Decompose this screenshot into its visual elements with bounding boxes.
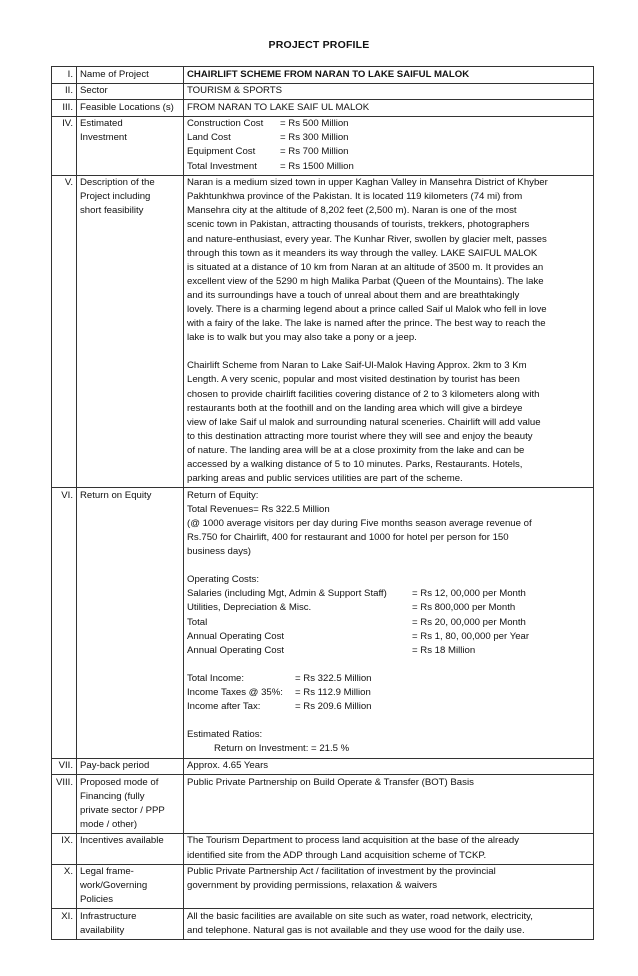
label-line: work/Governing bbox=[80, 880, 148, 892]
text-line: through this town as it meanders its way through the valley. LAKE SAIFUL MALOK bbox=[187, 247, 538, 259]
item-value: = Rs 300 Million bbox=[280, 132, 349, 144]
row-value: Approx. 4.65 Years bbox=[184, 758, 594, 775]
income-item bbox=[187, 700, 590, 714]
table-row bbox=[52, 864, 594, 909]
project-name: CHAIRLIFT SCHEME FROM NARAN TO LAKE SAIFUL MALOK bbox=[187, 68, 470, 80]
paragraph-gap bbox=[187, 345, 590, 359]
investment-list bbox=[184, 116, 594, 175]
return-on-investment: Return on Investment: = 21.5 % bbox=[214, 743, 350, 755]
row-number: VIII. bbox=[52, 775, 77, 834]
row-label bbox=[77, 864, 184, 909]
text-line: The Tourism Department to process land acquisition at the base of the already bbox=[187, 835, 520, 847]
item-value: = Rs 700 Million bbox=[280, 146, 349, 158]
item-value: = Rs 1, 80, 00,000 per Year bbox=[412, 630, 530, 642]
investment-item bbox=[187, 160, 590, 174]
text-line: Chairlift Scheme from Naran to Lake Saif-Ul-Malok Having Approx. 2km to 3 Km bbox=[187, 360, 527, 372]
label-line: Project including bbox=[80, 191, 151, 203]
project-description bbox=[184, 175, 594, 488]
row-number: III. bbox=[52, 100, 77, 117]
label-line: Policies bbox=[80, 894, 114, 906]
income-item bbox=[187, 686, 590, 700]
text-line: lake is to walk but you may also take a pony or a jeep. bbox=[187, 332, 417, 344]
row-label bbox=[77, 175, 184, 488]
label-line: Description of the bbox=[80, 177, 155, 189]
text-line: to this destination attracting more tourist where they will see and enjoy the beauty bbox=[187, 430, 533, 442]
item-key: Equipment Cost bbox=[187, 146, 256, 158]
item-key: Annual Operating Cost bbox=[187, 630, 285, 642]
label-line: Financing (fully bbox=[80, 790, 145, 802]
label-line: Investment bbox=[80, 132, 127, 144]
text-line: All the basic facilities are available on site such as water, road network, electricity, bbox=[187, 910, 533, 922]
table-row bbox=[52, 175, 594, 488]
table-row bbox=[52, 833, 594, 864]
item-value: = Rs 20, 00,000 per Month bbox=[412, 616, 526, 628]
text-line: restaurants both at the foothill and on the landing area which will give a birdeye bbox=[187, 402, 523, 414]
item-value: = Rs 112.9 Million bbox=[295, 687, 371, 699]
text-line: accessed by a walking distance of 5 to 10 minutes. Parks, Restaurants. Hotels, bbox=[187, 459, 523, 471]
item-value: = Rs 12, 00,000 per Month bbox=[412, 588, 526, 600]
row-number: IV. bbox=[52, 116, 77, 175]
text-line: Naran is a medium sized town in upper Kaghan Valley in Mansehra District of Khyber bbox=[187, 177, 548, 189]
label-line: Legal frame- bbox=[80, 866, 134, 878]
row-number: X. bbox=[52, 864, 77, 909]
cost-item bbox=[187, 644, 590, 658]
text-line: and its surroundings have a touch of unreal about them and are breathtakingly bbox=[187, 289, 520, 301]
return-on-equity bbox=[184, 488, 594, 758]
row-label bbox=[77, 116, 184, 175]
operating-costs-title: Operating Costs: bbox=[187, 574, 259, 586]
row-number: XI. bbox=[52, 909, 77, 940]
row-value: TOURISM & SPORTS bbox=[184, 83, 594, 100]
text-line: of nature. The landing area will be at a close proximity from the lake and can be bbox=[187, 444, 525, 456]
text-line: Public Private Partnership Act / facilitation of investment by the provincial bbox=[187, 866, 496, 878]
row-label: Sector bbox=[77, 83, 184, 100]
item-value: = Rs 18 Million bbox=[412, 644, 476, 656]
row-value: Public Private Partnership on Build Operate & Transfer (BOT) Basis bbox=[184, 775, 594, 834]
table-row bbox=[52, 83, 594, 100]
item-key: Income Taxes @ 35%: bbox=[187, 687, 283, 699]
row-number: V. bbox=[52, 175, 77, 488]
text-line: Mansehra city at the altitude of 8,202 feet (2,500 m). Naran is one of the most bbox=[187, 205, 517, 217]
text-line: (@ 1000 average visitors per day during Five months season average revenue of bbox=[187, 517, 532, 529]
item-key: Total Income: bbox=[187, 672, 245, 684]
label-line: Proposed mode of bbox=[80, 776, 159, 788]
item-key: Land Cost bbox=[187, 132, 231, 144]
cost-item bbox=[187, 630, 590, 644]
item-key: Construction Cost bbox=[187, 118, 264, 130]
row-value: FROM NARAN TO LAKE SAIF UL MALOK bbox=[184, 100, 594, 117]
item-key: Income after Tax: bbox=[187, 701, 261, 713]
cost-item bbox=[187, 616, 590, 630]
text-line: Rs.750 for Chairlift, 400 for restaurant and 1000 for hotel per person for 150 bbox=[187, 532, 509, 543]
item-value: = Rs 209.6 Million bbox=[295, 701, 372, 713]
table-row bbox=[52, 775, 594, 834]
text-line: view of lake Saif ul malok and surrounding natural sceneries. Chairlift will add value bbox=[187, 416, 541, 428]
text-line: identified site from the ADP through Land acquisition scheme of TCKP. bbox=[187, 849, 487, 861]
text-line: lovely. There is a charming legend about a prince called Saif ul Malok who fell in love bbox=[187, 304, 547, 315]
text-line: Pakhtunkhwa province of the Pakistan. It is located 119 kilometers (74 mi) from bbox=[187, 191, 523, 203]
row-number: IX. bbox=[52, 833, 77, 864]
item-key: Total Investment bbox=[187, 160, 257, 172]
row-label: Incentives available bbox=[77, 833, 184, 864]
text-line: chosen to provide chairlift facilities covering distance of 2 to 3 kilometers along with bbox=[187, 388, 540, 400]
label-line: Infrastructure bbox=[80, 910, 137, 922]
label-line: Estimated bbox=[80, 118, 123, 130]
row-value bbox=[184, 864, 594, 909]
label-line: short feasibility bbox=[80, 205, 144, 217]
item-key: Salaries (including Mgt, Admin & Support Staff) bbox=[187, 588, 387, 600]
text-line: Total Revenues= Rs 322.5 Million bbox=[187, 503, 330, 515]
item-key: Annual Operating Cost bbox=[187, 644, 285, 656]
text-line: Return of Equity: bbox=[187, 489, 259, 501]
page-title: PROJECT PROFILE bbox=[268, 39, 370, 51]
row-label: Feasible Locations (s) bbox=[77, 100, 184, 117]
text-line: excellent view of the 5290 m high Malika Parbat (Queen of the Mountains). The lake bbox=[187, 275, 544, 287]
text-line: Length. A very scenic, popular and most visited destination by tourist has been bbox=[187, 374, 520, 386]
row-label: Return on Equity bbox=[77, 488, 184, 758]
label-line: private sector / PPP bbox=[80, 804, 165, 816]
investment-item bbox=[187, 117, 590, 131]
row-label: Name of Project bbox=[77, 67, 184, 84]
table-row bbox=[52, 488, 594, 758]
row-number: II. bbox=[52, 83, 77, 100]
project-profile-table bbox=[51, 66, 594, 940]
table-row bbox=[52, 116, 594, 175]
row-value bbox=[184, 909, 594, 940]
text-line: parking areas and public services utilities are part of the scheme. bbox=[187, 473, 463, 485]
row-value bbox=[184, 833, 594, 864]
text-line: business days) bbox=[187, 546, 251, 558]
ratios-title: Estimated Ratios: bbox=[187, 729, 263, 741]
item-value: = Rs 800,000 per Month bbox=[412, 602, 516, 614]
cost-item bbox=[187, 587, 590, 601]
label-line: availability bbox=[80, 925, 125, 937]
label-line: mode / other) bbox=[80, 818, 138, 830]
text-line: and nature-enthusiast, every year. The Kunhar River, swollen by glacier melt, passes bbox=[187, 233, 547, 245]
text-line: scenic town in Pakistan, attracting thousands of tourists, trekkers, photographers bbox=[187, 219, 530, 231]
text-line: government by providing permissions, relaxation & waivers bbox=[187, 880, 438, 892]
income-item bbox=[187, 672, 590, 686]
row-label bbox=[77, 775, 184, 834]
table-row bbox=[52, 909, 594, 940]
item-value: = Rs 500 Million bbox=[280, 118, 349, 130]
text-line: and telephone. Natural gas is not available and they use wood for the daily use. bbox=[187, 925, 525, 937]
paragraph-gap bbox=[187, 658, 590, 672]
item-key: Total bbox=[187, 616, 208, 628]
row-number: VI. bbox=[52, 488, 77, 758]
investment-item bbox=[187, 145, 590, 159]
row-number: I. bbox=[52, 67, 77, 84]
paragraph-gap bbox=[187, 559, 590, 573]
table-row bbox=[52, 758, 594, 775]
item-value: = Rs 1500 Million bbox=[280, 160, 354, 172]
cost-item bbox=[187, 601, 590, 615]
row-label: Pay-back period bbox=[77, 758, 184, 775]
table-row bbox=[52, 67, 594, 84]
text-line: is situated at a distance of 10 km from Naran at an altitude of 3500 m. It provides an bbox=[187, 261, 544, 273]
table-row bbox=[52, 100, 594, 117]
row-number: VII. bbox=[52, 758, 77, 775]
row-label bbox=[77, 909, 184, 940]
paragraph-gap bbox=[187, 714, 590, 728]
row-value bbox=[184, 67, 594, 84]
text-line: with a fairy of the lake. The lake is named after the prince. The best way to reach the bbox=[187, 318, 546, 330]
item-key: Utilities, Depreciation & Misc. bbox=[187, 602, 312, 614]
item-value: = Rs 322.5 Million bbox=[295, 672, 372, 684]
investment-item bbox=[187, 131, 590, 145]
